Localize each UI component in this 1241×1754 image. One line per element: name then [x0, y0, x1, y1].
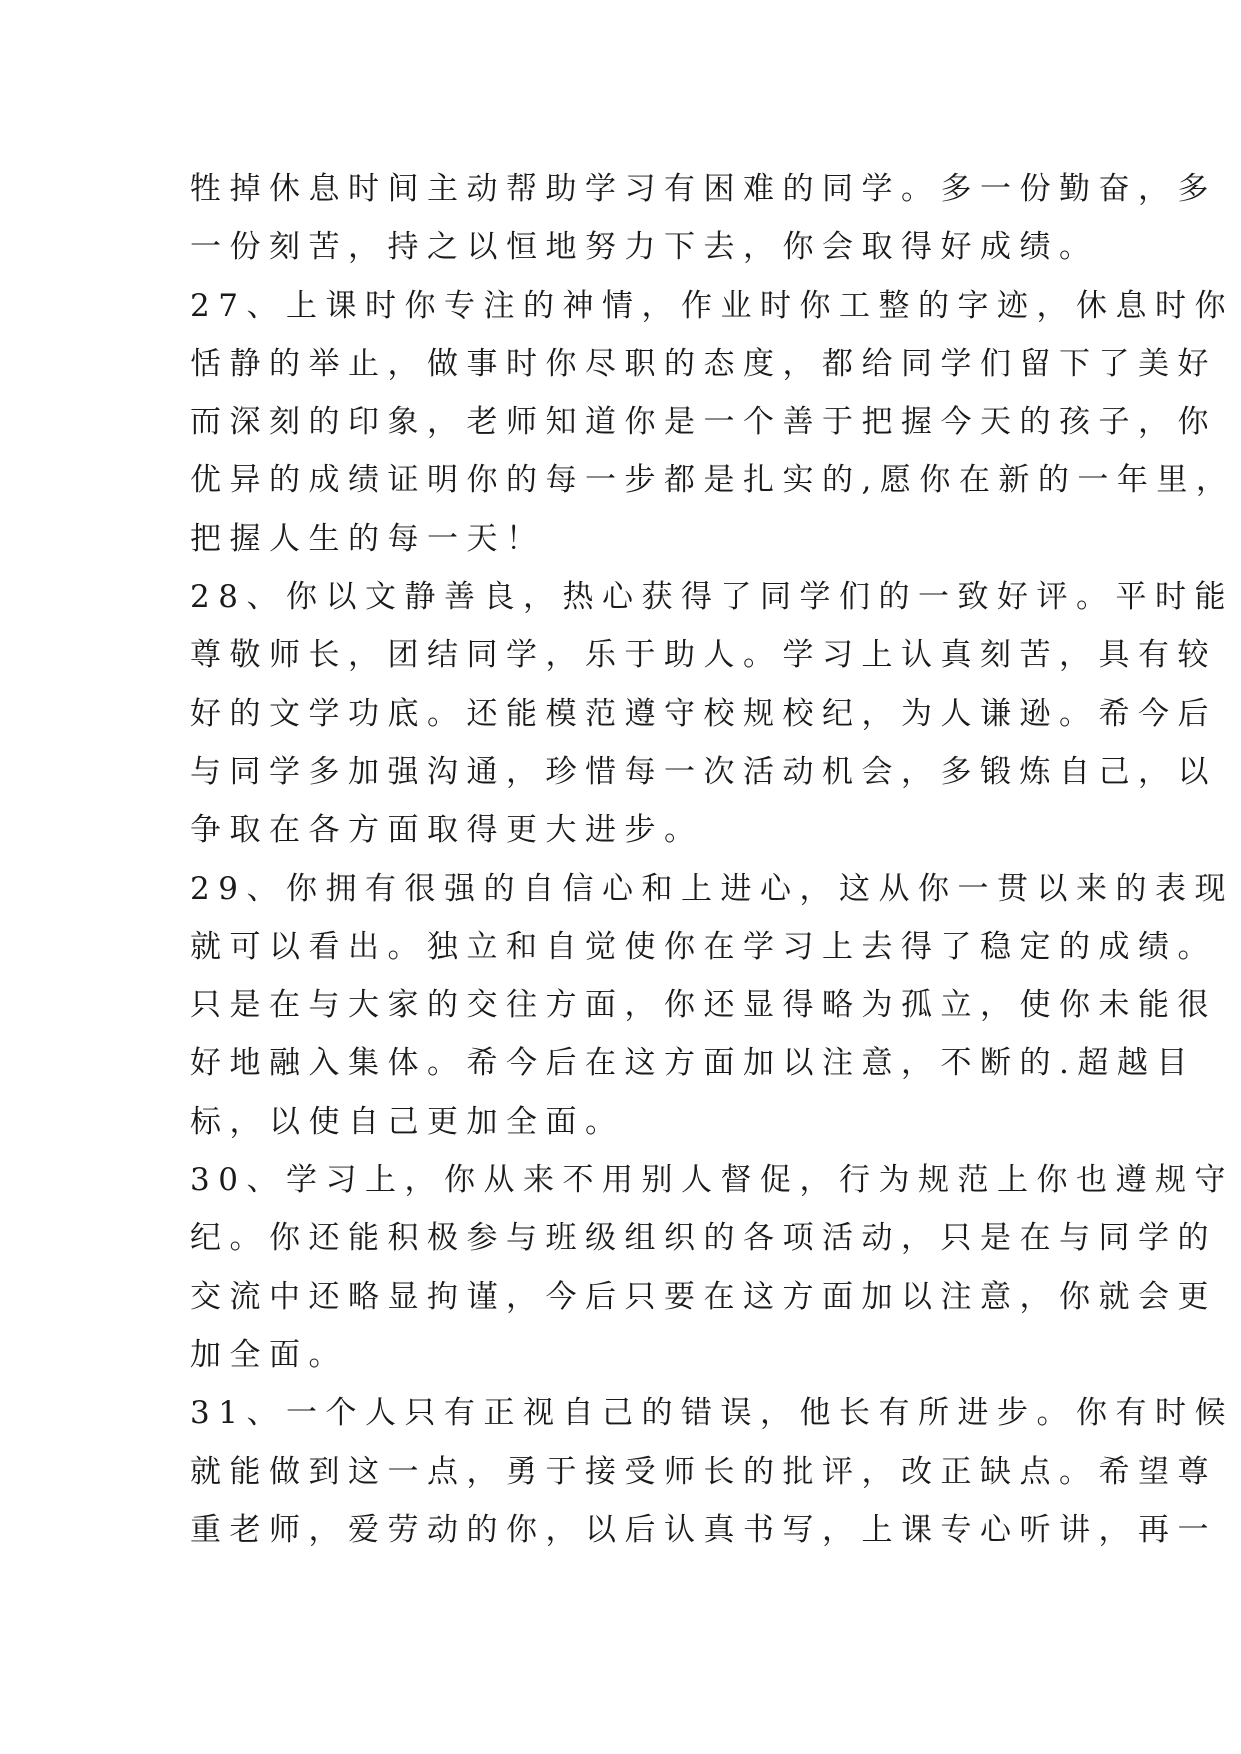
text-line: 把握人生的每一天！	[190, 520, 546, 557]
text-line: 就能做到这一点，勇于接受师长的批评，改正缺点。希望尊	[190, 1453, 1217, 1490]
text-line: 而深刻的印象，老师知道你是一个善于把握今天的孩子，你	[190, 404, 1217, 441]
text-line: 恬静的举止，做事时你尽职的态度，都给同学们留下了美好	[190, 345, 1217, 382]
text-line: 加全面。	[190, 1336, 348, 1373]
text-line: 28、你以文静善良，热心获得了同学们的一致好评。平时能	[190, 579, 1234, 616]
text-line: 一份刻苦，持之以恒地努力下去，你会取得好成绩。	[190, 229, 1099, 266]
text-line: 好的文学功底。还能模范遵守校规校纪，为人谦逊。希今后	[190, 695, 1217, 732]
text-line: 就可以看出。独立和自觉使你在学习上去得了稳定的成绩。	[190, 928, 1217, 965]
text-line: 31、一个人只有正视自己的错误，他长有所进步。你有时候	[190, 1395, 1234, 1432]
text-line: 只是在与大家的交往方面，你还显得略为孤立，使你未能很	[190, 987, 1217, 1024]
text-line: 29、你拥有很强的自信心和上进心，这从你一贯以来的表现	[190, 870, 1234, 907]
text-line: 好地融入集体。希今后在这方面加以注意，不断的.超越目	[190, 1045, 1196, 1082]
text-line: 与同学多加强沟通，珍惜每一次活动机会，多锻炼自己，以	[190, 753, 1217, 790]
text-line: 交流中还略显拘谨，今后只要在这方面加以注意，你就会更	[190, 1278, 1217, 1315]
text-line: 尊敬师长，团结同学，乐于助人。学习上认真刻苦，具有较	[190, 637, 1217, 674]
text-line: 牲掉休息时间主动帮助学习有困难的同学。多一份勤奋，多	[190, 171, 1217, 207]
text-line: 争取在各方面取得更大进步。	[190, 812, 704, 849]
text-line: 纪。你还能积极参与班级组织的各项活动，只是在与同学的	[190, 1220, 1217, 1257]
text-line: 重老师，爱劳动的你，以后认真书写，上课专心听讲，再一	[190, 1511, 1217, 1548]
text-line: 30、学习上，你从来不用别人督促，行为规范上你也遵规守	[190, 1162, 1234, 1199]
text-line: 标，以使自己更加全面。	[190, 1103, 625, 1140]
text-line: 27、上课时你专注的神情，作业时你工整的字迹，休息时你	[190, 287, 1234, 324]
text-line: 优异的成绩证明你的每一步都是扎实的,愿你在新的一年里，	[190, 462, 1236, 499]
document-body	[190, 160, 1236, 1559]
